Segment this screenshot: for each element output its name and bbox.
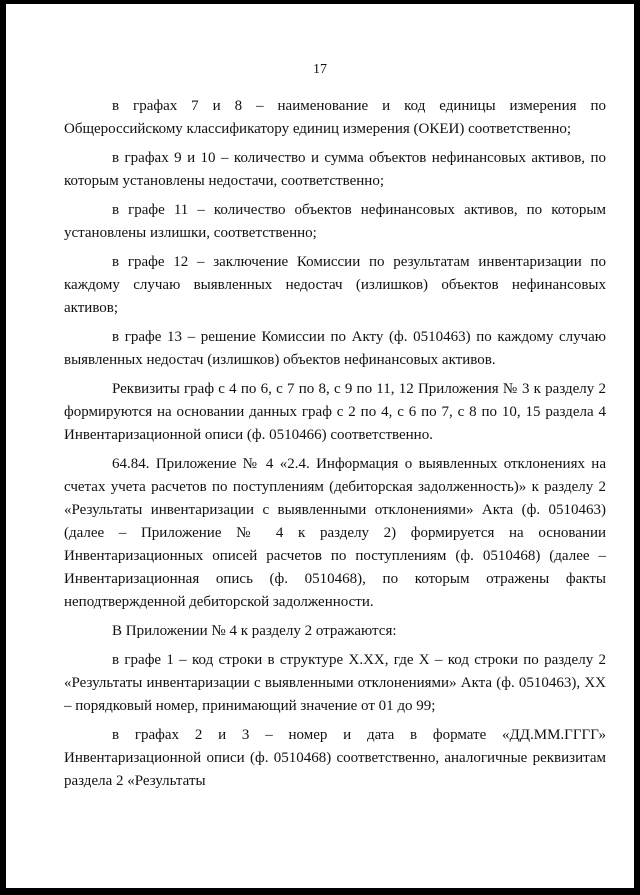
paragraph: в графах 2 и 3 – номер и дата в формате «ДД.ММ.ГГГГ» Инвентаризационной описи (ф. 0510468) соответственно, аналогичные реквизитам раздела 2 «Результаты (64, 727, 606, 789)
paragraph: в графах 7 и 8 – наименование и код единицы измерения по Общероссийскому классификатору единиц измерения (ОКЕИ) соответственно; (64, 98, 606, 137)
document-body (64, 95, 606, 799)
paragraph: в графах 9 и 10 – количество и сумма объектов нефинансовых активов, по которым установлены недостачи, соответственно; (64, 150, 606, 189)
paragraph: в графе 13 – решение Комиссии по Акту (ф. 0510463) по каждому случаю выявленных недостач (излишков) объектов нефинансовых активов. (64, 329, 606, 368)
document-page (6, 4, 634, 888)
page-number: 17 (313, 62, 327, 77)
paragraph: В Приложении № 4 к разделу 2 отражаются: (112, 623, 397, 639)
paragraph: 64.84. Приложение № 4 «2.4. Информация о выявленных отклонениях на счетах учета расчетов по поступлениям (дебиторская задолженность)» к разделу 2 «Результаты инвентаризации с выявленными отклонениями» Акта (ф. 0510463) (далее – Приложение № 4 к разделу 2) формируется на основании Инвентаризационных описей расчетов по поступлениям (ф. 0510468) (далее – Инвентаризационная опись (ф. 0510468), по которым отражены факты неподтвержденной дебиторской задолженности. (64, 456, 606, 610)
paragraph: в графе 11 – количество объектов нефинансовых активов, по которым установлены излишки, соответственно; (64, 202, 606, 241)
paragraph: Реквизиты граф с 4 по 6, с 7 по 8, с 9 по 11, 12 Приложения № 3 к разделу 2 формируются на основании данных граф с 2 по 4, с 6 по 7, с 8 по 10, 15 раздела 4 Инвентаризационной описи (ф. 0510466) соответственно. (64, 381, 606, 443)
paragraph: в графе 12 – заключение Комиссии по результатам инвентаризации по каждому случаю выявленных недостач (излишков) объектов нефинансовых активов; (64, 254, 606, 316)
paragraph: в графе 1 – код строки в структуре X.XX, где X – код строки по разделу 2 «Результаты инвентаризации с выявленными отклонениями» Акта (ф. 0510463), XX – порядковый номер, принимающий значение от 01 до 99; (64, 652, 606, 714)
